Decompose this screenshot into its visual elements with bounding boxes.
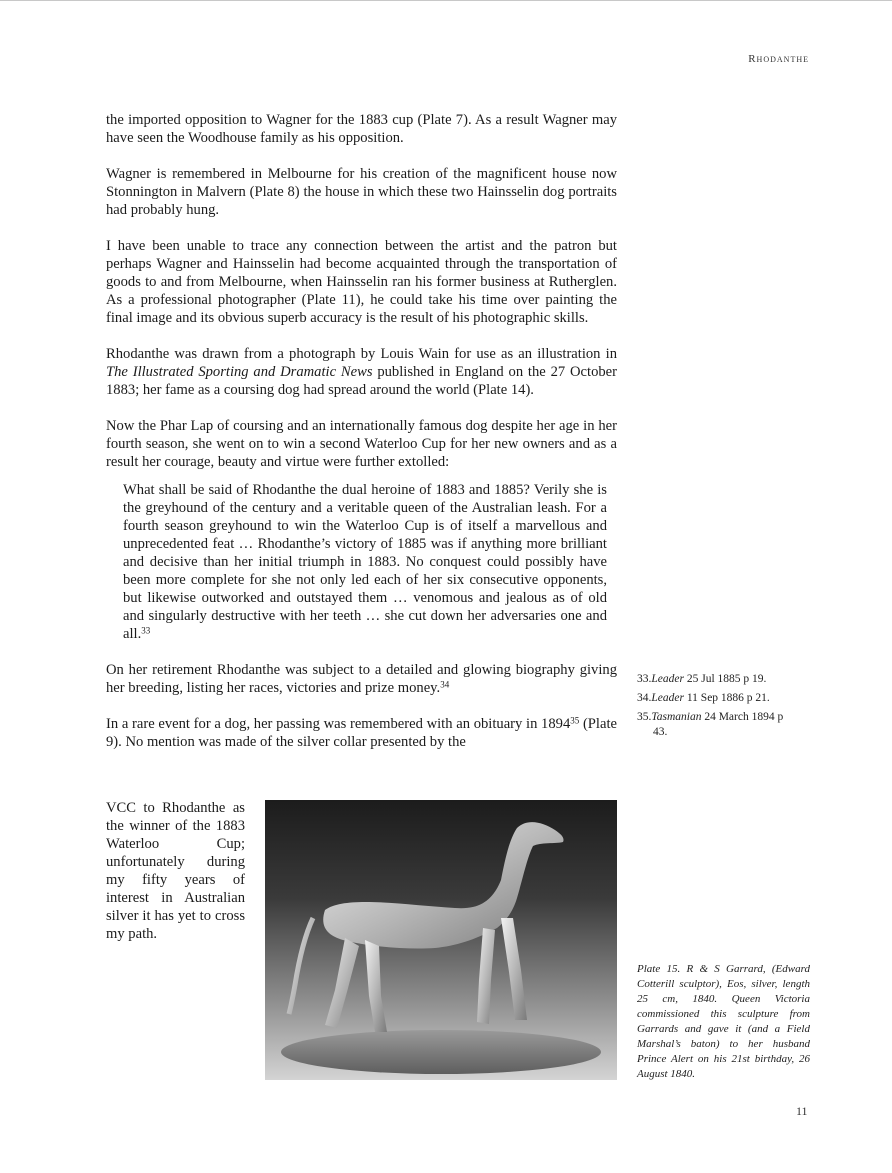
footnote-number: 33. — [637, 673, 652, 685]
page-number: 11 — [796, 1104, 808, 1118]
block-quote — [123, 481, 607, 643]
footnote-source: Leader — [651, 692, 684, 704]
footnote-source: Leader — [651, 673, 684, 685]
text-run: Rhodanthe was drawn from a photograph by Louis Wain for use as an illustration in — [106, 346, 617, 362]
text-run: In a rare event for a dog, her passing was remembered with an obituary in 1894 — [106, 716, 571, 732]
paragraph — [106, 661, 617, 697]
footnote-ref: 34 — [440, 679, 450, 690]
footnote — [637, 672, 797, 687]
text-run: (Plate 9). No mention was made of the silver collar presented by the — [106, 716, 617, 750]
footnote-number: 35. — [637, 711, 652, 723]
paragraph: the imported opposition to Wagner for the 1883 cup (Plate 7). As a result Wagner may have seen the Woodhouse family as his opposition. — [106, 112, 617, 146]
footnote — [637, 691, 797, 706]
top-rule — [0, 0, 892, 1]
main-text-column — [106, 111, 617, 751]
quote-text: What shall be said of Rhodanthe the dual heroine of 1883 and 1885? Verily she is the greyhound of the century and a veritable queen of the Australian leash. For a fourth season greyhound to win the Waterloo Cup is of itself a marvellous and unprecedented feat … Rhodanthe’s victory of 1885 was if anything more brilliant and decisive than her initial triumph in 1883. No conquest could possibly have been more complete for she not only led each of her six consecutive opponents, but likewise outworked and outstayed them … venomous and jealous as of old and singularly destructive with her teeth … she cut down her adversaries one and all. — [123, 482, 607, 642]
footnote-source: Tasmanian — [651, 711, 702, 723]
text-run: published in England on the 27 October 1883; her fame as a coursing dog had spread around the world (Plate 14). — [106, 364, 617, 398]
footnote-number: 34. — [637, 692, 652, 704]
text-run: On her retirement Rhodanthe was subject to a detailed and glowing biography giving her breeding, listing her races, victories and prize money. — [106, 662, 617, 696]
paragraph: Wagner is remembered in Melbourne for his creation of the magnificent house now Stonnington in Malvern (Plate 8) the house in which these two Hainsselin dog portraits had probably hung. — [106, 166, 617, 218]
footnotes — [637, 672, 797, 744]
running-head: Rhodanthe — [748, 53, 809, 65]
wrapped-paragraph: VCC to Rhodanthe as the winner of the 1883 Waterloo Cup; unfortunately during my fifty years of interest in Australian silver it has yet to cross my path. — [106, 800, 245, 942]
paragraph: I have been unable to trace any connection between the artist and the patron but perhaps Wagner and Hainsselin had become acquainted through the transportation of goods to and from Melbourne, when Hainsselin ran his former business at Rutherglen. As a professional photographer (Plate 11), he could take his time over painting the final image and its obvious superb accuracy is the result of his photographic skills. — [106, 238, 617, 326]
plate-15-photo — [265, 800, 617, 1080]
footnote-text: 24 March 1894 p 43. — [653, 711, 784, 738]
footnote-text: 11 Sep 1886 p 21. — [683, 692, 770, 704]
paragraph — [106, 345, 617, 399]
publication-title: The Illustrated Sporting and Dramatic News — [106, 364, 373, 380]
paragraph: Now the Phar Lap of coursing and an internationally famous dog despite her age in her fourth season, she went on to win a second Waterloo Cup for her new owners and as a result her courage, beauty and virtue were further extolled: — [106, 418, 617, 470]
plate-caption: Plate 15. R & S Garrard, (Edward Cotterill sculptor), Eos, silver, length 25 cm, 1840. Queen Victoria commissioned this sculpture from Garrards and gave it (and a Field Marshal’s baton) to her husband Prince Alert on his 21st birthday, 26 August 1840. — [637, 963, 810, 1080]
footnote-ref: 35 — [570, 715, 580, 726]
silver-greyhound-sculpture-icon — [265, 800, 617, 1080]
paragraph — [106, 715, 617, 751]
footnote — [637, 710, 797, 740]
footnote-ref: 33 — [141, 625, 151, 636]
footnote-text: 25 Jul 1885 p 19. — [683, 673, 767, 685]
